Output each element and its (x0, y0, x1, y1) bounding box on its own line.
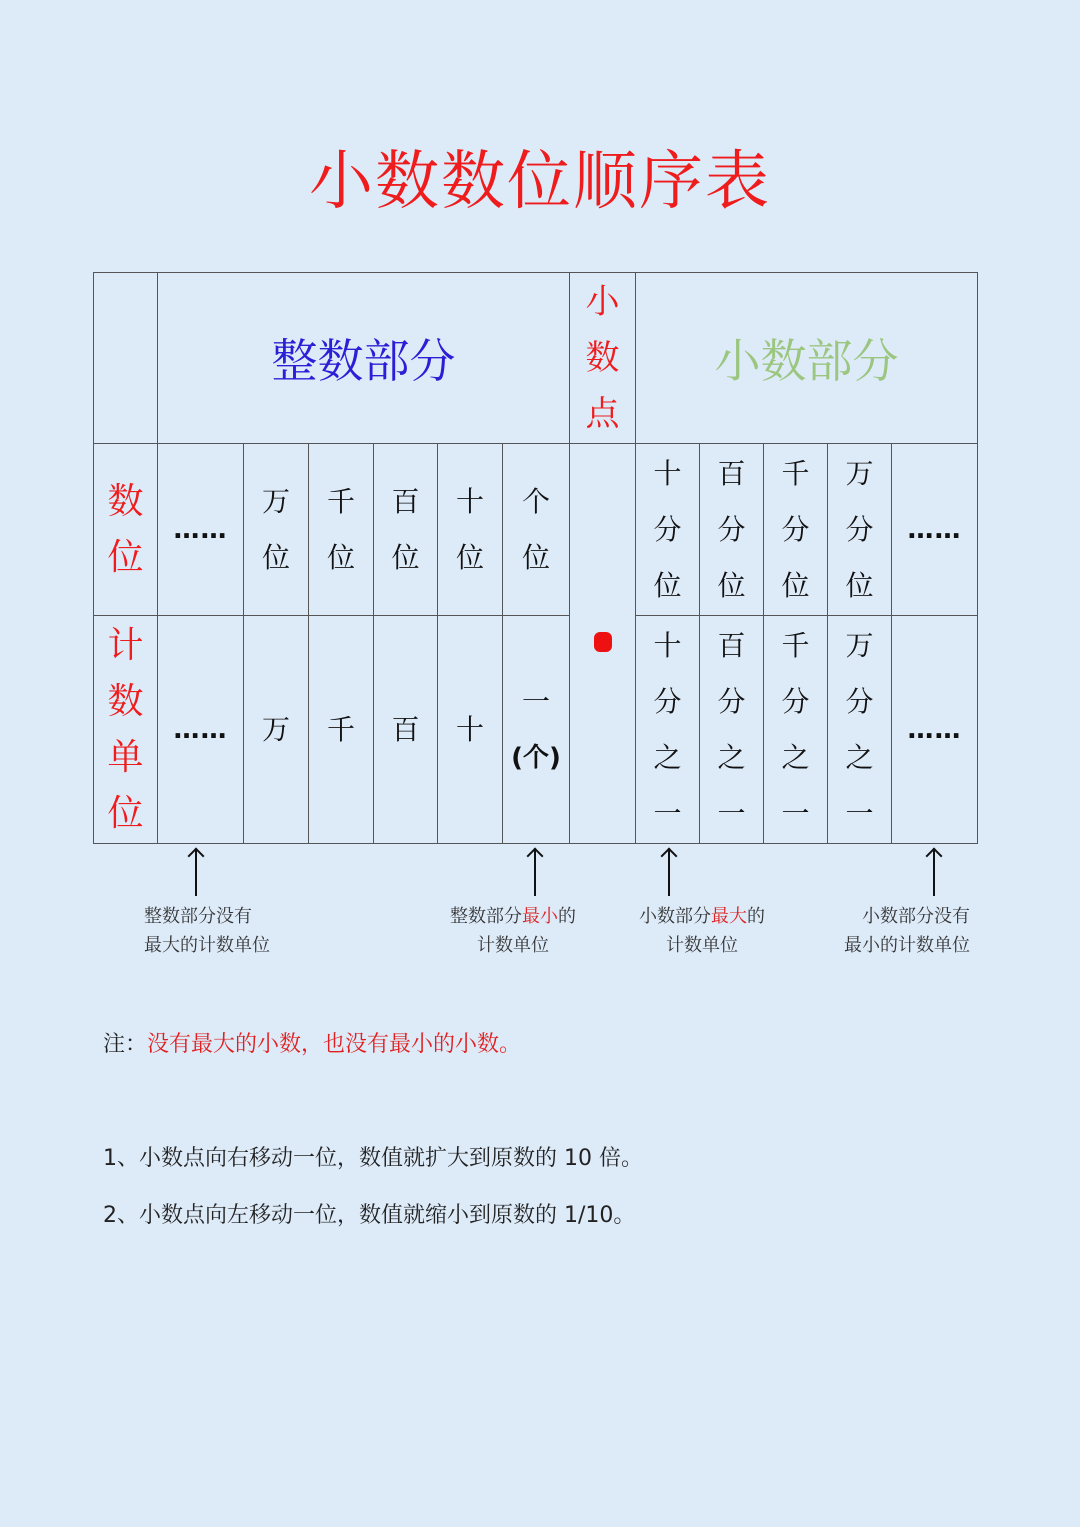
decimal-part-heading: 小数部分 (714, 334, 899, 388)
annotation-decimal-largest: 小数部分最大的 计数单位 (639, 906, 765, 956)
place-cell: 百分位 (717, 456, 746, 602)
decimal-point-cell (570, 444, 636, 844)
place-row-label: 数位 (107, 480, 144, 578)
place-cell: 万分位 (845, 456, 874, 602)
up-arrow-icon (933, 850, 935, 896)
unit-left-dots: …… (173, 714, 228, 745)
unit-cell: 千分之一 (781, 628, 810, 830)
up-arrow-icon (534, 850, 536, 896)
place-cell: 千分位 (781, 456, 810, 602)
unit-right-dots: …… (907, 714, 962, 745)
place-cell: 十位 (456, 484, 485, 574)
place-cell: 十分位 (653, 456, 682, 602)
place-right-dots: …… (907, 514, 962, 545)
place-value-table (93, 272, 978, 844)
unit-cell: 十分之一 (653, 628, 682, 830)
unit-cell: 百 (391, 712, 420, 746)
up-arrow-icon (195, 850, 197, 896)
unit-ones-top: 一 (521, 684, 550, 718)
rule-1: 1、小数点向右移动一位，数值就扩大到原数的 10 倍。 (103, 1146, 643, 1171)
integer-part-heading: 整数部分 (271, 334, 456, 388)
unit-cell: 十 (456, 712, 485, 746)
annotation-no-smallest-unit: 小数部分没有 最小的计数单位 (844, 906, 970, 956)
up-arrow-icon (668, 850, 670, 896)
unit-cell: 百分之一 (717, 628, 746, 830)
unit-cell: 万 (262, 712, 291, 746)
note: 注：没有最大的小数，也没有最小的小数。 (103, 1032, 522, 1057)
decimal-point-dot-icon (594, 632, 612, 652)
annotation-no-largest-unit: 整数部分没有 最大的计数单位 (144, 906, 270, 956)
corner-cell (94, 273, 158, 444)
unit-cell-ones (503, 616, 570, 844)
unit-row-label: 计数单位 (107, 624, 144, 834)
unit-cell: 千 (327, 712, 356, 746)
place-cell: 万位 (262, 484, 291, 574)
decimal-point-heading: 小数点 (585, 282, 620, 434)
annotation-integer-smallest: 整数部分最小的 计数单位 (450, 906, 576, 956)
place-cell: 千位 (327, 484, 356, 574)
unit-ones-bottom: (个) (511, 742, 561, 773)
place-left-dots: …… (173, 514, 228, 545)
place-cell: 个位 (522, 484, 551, 574)
page-title: 小数数位顺序表 (309, 145, 771, 219)
place-cell: 百位 (391, 484, 420, 574)
unit-cell: 万分之一 (845, 628, 874, 830)
rule-2: 2、小数点向左移动一位，数值就缩小到原数的 1/10。 (103, 1203, 636, 1228)
